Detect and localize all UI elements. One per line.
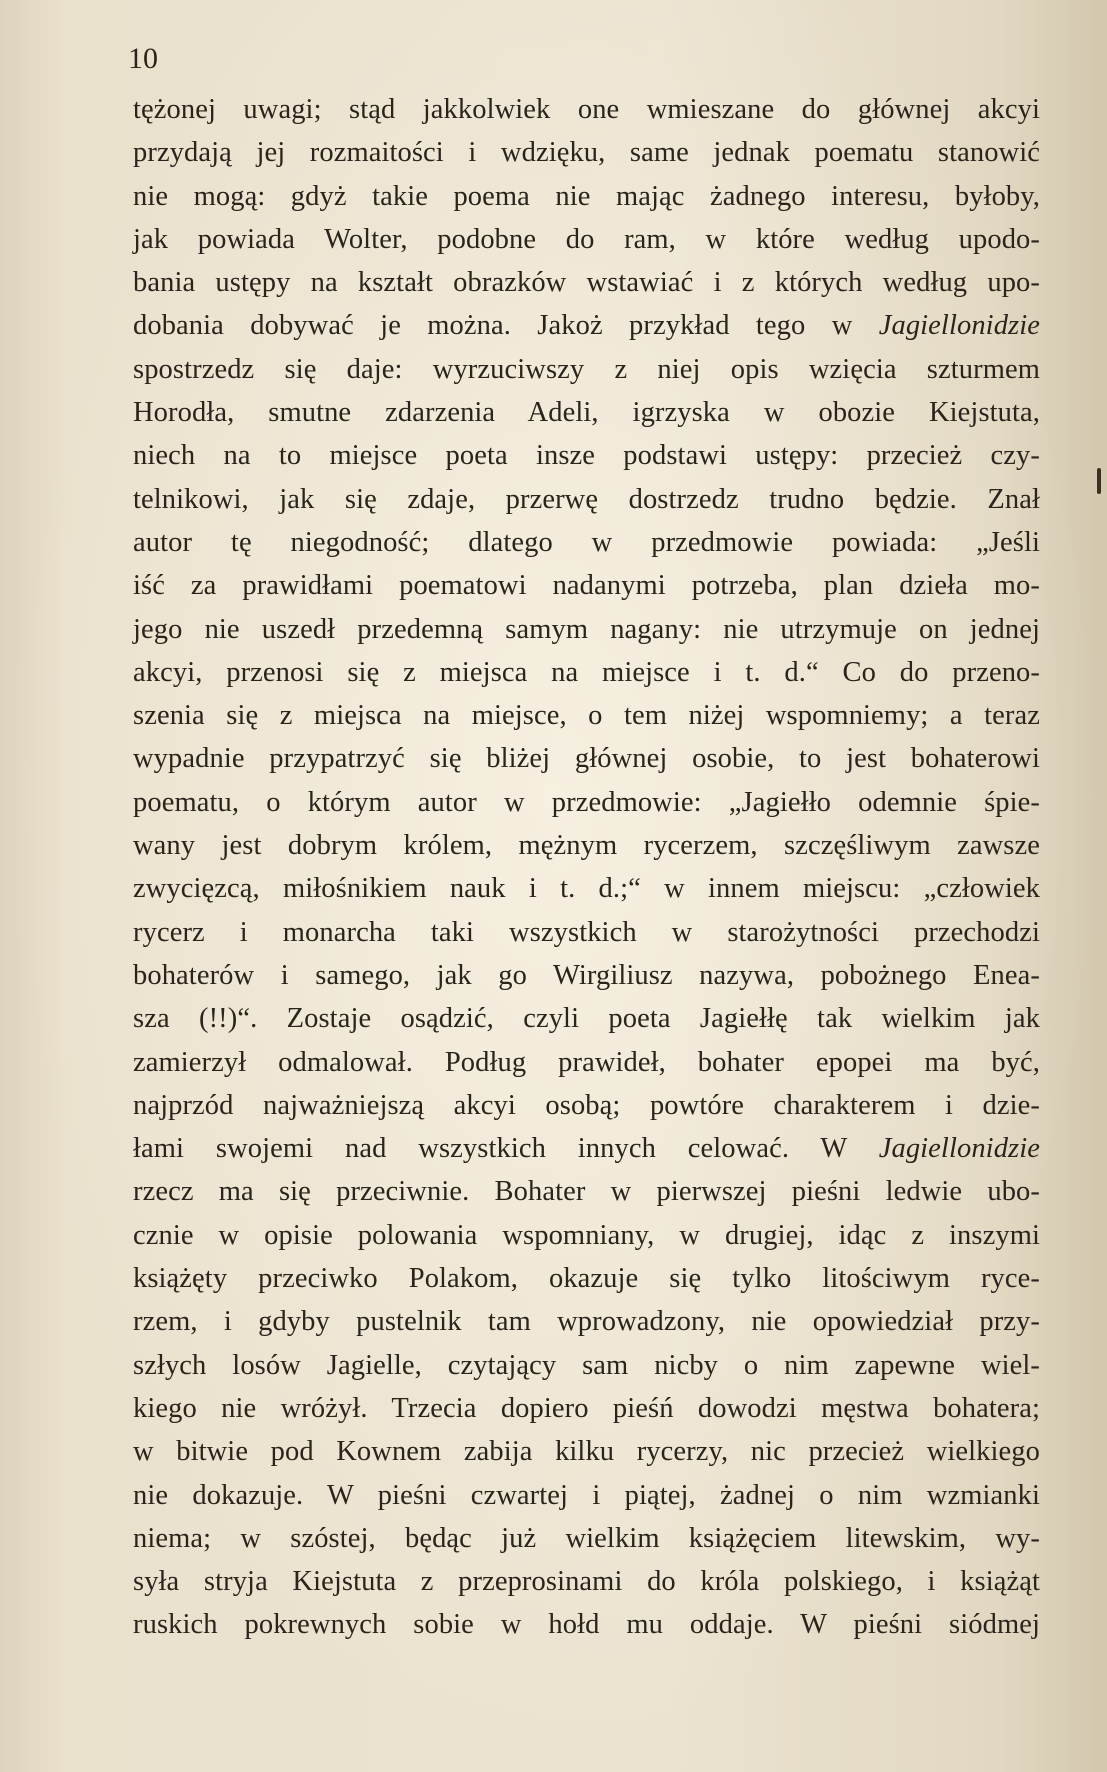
text-line [133, 175, 1040, 218]
text-segment: Horodła, smutne zdarzenia Adeli, igrzyska w obozie Kiejstuta, [133, 397, 1040, 429]
text-line [133, 1474, 1040, 1517]
text-segment: niech na to miejsce poeta insze podstawi ustępy: przecież czy- [133, 440, 1040, 472]
text-segment: rzem, i gdyby pustelnik tam wprowadzony, nie opowiedział przy- [133, 1306, 1040, 1338]
text-segment: w bitwie pod Kownem zabija kilku rycerzy, nic przecież wielkiego [133, 1436, 1040, 1468]
text-line [133, 131, 1040, 174]
body-text [133, 88, 1040, 1647]
text-segment: zwycięzcą, miłośnikiem nauk i t. d.;“ w innem miejscu: „człowiek [133, 873, 1040, 905]
text-segment: niema; w szóstej, będąc już wielkim książęciem litewskim, wy- [133, 1522, 1040, 1554]
text-segment: cznie w opisie polowania wspomniany, w drugiej, idąc z inszymi [133, 1219, 1040, 1251]
text-segment: nie mogą: gdyż takie poema nie mając żadnego interesu, byłoby, [133, 180, 1040, 212]
text-segment: łami swojemi nad wszystkich innych celować. W [133, 1133, 879, 1165]
text-line [133, 694, 1040, 737]
text-segment: wany jest dobrym królem, mężnym rycerzem, szczęśliwym zawsze [133, 830, 1040, 862]
text-line [133, 954, 1040, 997]
text-line [133, 1084, 1040, 1127]
text-segment: bania ustępy na kształt obrazków wstawiać i z których według upo- [133, 267, 1040, 299]
text-line [133, 608, 1040, 651]
text-segment: rzecz ma się przeciwnie. Bohater w pierwszej pieśni ledwie ubo- [133, 1176, 1040, 1208]
text-line [133, 1041, 1040, 1084]
text-segment: nie dokazuje. W pieśni czwartej i piątej, żadnej o nim wzmianki [133, 1479, 1040, 1511]
text-segment: przydają jej rozmaitości i wdzięku, same jednak poematu stanowić [133, 137, 1040, 169]
text-line [133, 997, 1040, 1040]
text-segment: sza (!!)“. Zostaje osądzić, czyli poeta Jagiełłę tak wielkim jak [133, 1003, 1040, 1035]
text-line [133, 1387, 1040, 1430]
text-segment: poematu, o którym autor w przedmowie: „Jagiełło odemnie śpie- [133, 786, 1040, 818]
text-line [133, 304, 1040, 347]
text-line [133, 1430, 1040, 1473]
text-segment: akcyi, przenosi się z miejsca na miejsce i t. d.“ Co do przeno- [133, 656, 1040, 688]
text-segment: telnikowi, jak się zdaje, przerwę dostrzedz trudno będzie. Znał [133, 483, 1040, 515]
text-segment: kiego nie wróżył. Trzecia dopiero pieśń dowodzi męstwa bohatera; [133, 1392, 1040, 1424]
text-segment: najprzód najważniejszą akcyi osobą; powtóre charakterem i dzie- [133, 1089, 1040, 1121]
page-edge-mark [1097, 468, 1101, 494]
text-line [133, 1344, 1040, 1387]
text-segment: jego nie uszedł przedemną samym nagany: nie utrzymuje on jednej [133, 613, 1040, 645]
text-line [133, 1214, 1040, 1257]
text-line [133, 1257, 1040, 1300]
text-segment: spostrzedz się daje: wyrzuciwszy z niej opis wzięcia szturmem [133, 353, 1040, 385]
text-segment: autor tę niegodność; dlatego w przedmowie powiada: „Jeśli [133, 526, 1040, 558]
text-line [133, 867, 1040, 910]
text-segment: iść za prawidłami poematowi nadanymi potrzeba, plan dzieła mo- [133, 570, 1040, 602]
text-line [133, 1603, 1040, 1646]
page-number: 10 [128, 42, 158, 75]
text-segment: książęty przeciwko Polakom, okazuje się tylko litościwym ryce- [133, 1263, 1040, 1295]
text-line [133, 1300, 1040, 1343]
text-segment: bohaterów i samego, jak go Wirgiliusz nazywa, pobożnego Enea- [133, 959, 1040, 991]
text-line [133, 261, 1040, 304]
text-line [133, 218, 1040, 261]
text-line [133, 434, 1040, 477]
text-line [133, 651, 1040, 694]
text-line [133, 781, 1040, 824]
italic-title: Jagiellonidzie [878, 310, 1040, 342]
text-line [133, 88, 1040, 131]
text-segment: szłych losów Jagielle, czytający sam nicby o nim zapewne wiel- [133, 1349, 1040, 1381]
text-segment: tężonej uwagi; stąd jakkolwiek one wmieszane do głównej akcyi [133, 94, 1040, 125]
text-line [133, 824, 1040, 867]
text-segment: rycerz i monarcha taki wszystkich w starożytności przechodzi [133, 916, 1040, 948]
text-line [133, 478, 1040, 521]
text-line [133, 1517, 1040, 1560]
text-line [133, 521, 1040, 564]
italic-title: Jagiellonidzie [878, 1133, 1040, 1165]
text-segment: ruskich pokrewnych sobie w hołd mu oddaje. W pieśni siódmej [133, 1609, 1040, 1641]
text-line [133, 911, 1040, 954]
text-segment: dobania dobywać je można. Jakoż przykład tego w [133, 310, 879, 342]
text-line [133, 564, 1040, 607]
text-segment: zamierzył odmalował. Podług prawideł, bohater epopei ma być, [133, 1046, 1040, 1078]
text-line [133, 348, 1040, 391]
text-segment: szenia się z miejsca na miejsce, o tem niżej wspomniemy; a teraz [133, 700, 1040, 732]
text-line [133, 1560, 1040, 1603]
text-line [133, 391, 1040, 434]
text-segment: wypadnie przypatrzyć się bliżej głównej osobie, to jest bohaterowi [133, 743, 1040, 775]
text-segment: jak powiada Wolter, podobne do ram, w które według upodo- [133, 223, 1040, 255]
text-line [133, 1127, 1040, 1170]
text-segment: syła stryja Kiejstuta z przeprosinami do króla polskiego, i książąt [133, 1566, 1040, 1598]
text-line [133, 1170, 1040, 1213]
text-line [133, 737, 1040, 780]
